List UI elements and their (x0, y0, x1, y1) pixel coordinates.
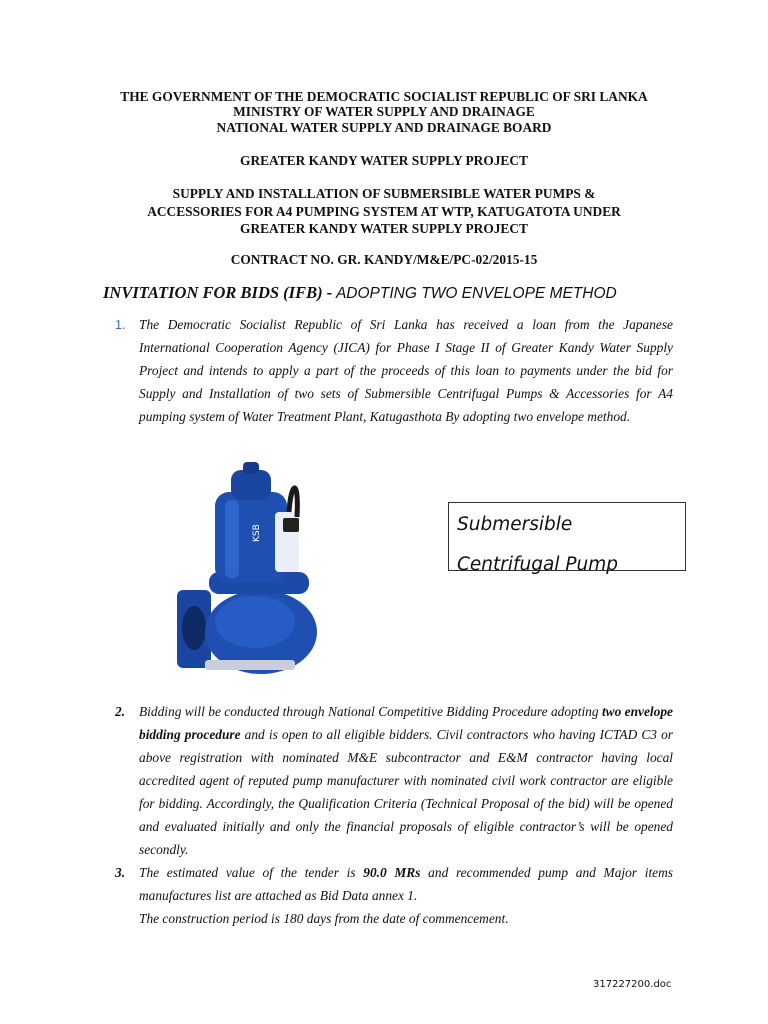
ifb-bold: INVITATION FOR BIDS (IFB) - (103, 283, 333, 302)
item-2-text-post: and is open to all eligible bidders. Civil contractors who having ICTAD C3 or above registration with nominated M&E subcontractor and E&M contractor having local accredited agent of reputed pump manufacturer with nominated civil work contractor are eligible for bidding. Accordingly, the Qualification Criteria (Technical Proposal of the bid) will be opened and evaluated initially and only the financial proposals of eligible contractor’s will be opened secondly. (139, 727, 673, 857)
item-3-text-bold: 90.0 MRs (363, 865, 421, 880)
item-1-text: The Democratic Socialist Republic of Sri Lanka has received a loan from the Japanese International Cooperation Agency (JICA) for Phase I Stage II of Greater Kandy Water Supply Project and intends to apply a part of the proceeds of this loan to payments under the bid for Supply and Installation of two sets of Submersible Centrifugal Pumps & Accessories for A4 pumping system of Water Treatment Plant, Katugasthota By adopting two envelope method. (139, 317, 673, 424)
scope-line-3: GREATER KANDY WATER SUPPLY PROJECT (240, 221, 528, 236)
ifb-heading (103, 283, 617, 303)
item-3-number: 3. (115, 865, 126, 880)
header-government: THE GOVERNMENT OF THE DEMOCRATIC SOCIALIST REPUBLIC OF SRI LANKA (120, 89, 648, 104)
item-2-number: 2. (115, 704, 126, 719)
pump-label-line-1: Submersible (457, 514, 573, 535)
pump-label-line-2: Centrifugal Pump (457, 554, 619, 575)
project-title: GREATER KANDY WATER SUPPLY PROJECT (240, 153, 528, 168)
item-2-text (139, 700, 673, 861)
item-3-text-post: and recommended pump and Major items manufactures list are attached as Bid Data annex 1. (139, 865, 673, 903)
document-filename: 317227200.doc (593, 979, 672, 990)
contract-number: CONTRACT NO. GR. KANDY/M&E/PC-02/2015-15 (230, 252, 538, 267)
item-3-text (139, 861, 673, 930)
item-1-number: 1. (115, 318, 126, 332)
ifb-method: ADOPTING TWO ENVELOPE METHOD (332, 285, 617, 302)
pump-image (165, 462, 325, 682)
item-3-text-extra: The construction period is 180 days from the date of commencement. (139, 911, 509, 926)
pump-label-box (448, 502, 686, 575)
header-ministry: MINISTRY OF WATER SUPPLY AND DRAINAGE (233, 104, 535, 119)
header-board: NATIONAL WATER SUPPLY AND DRAINAGE BOARD (216, 120, 552, 135)
scope-line-2: ACCESSORIES FOR A4 PUMPING SYSTEM AT WTP, KATUGATOTA UNDER (147, 204, 621, 219)
item-2-text-pre: Bidding will be conducted through National Competitive Bidding Procedure adopting (139, 704, 602, 719)
item-2-text-bold: two envelope bidding procedure (139, 704, 673, 742)
pump-brand-label: KSB (252, 524, 262, 542)
scope-line-1: SUPPLY AND INSTALLATION OF SUBMERSIBLE WATER PUMPS & (172, 186, 596, 201)
item-3-text-pre: The estimated value of the tender is (139, 865, 364, 880)
